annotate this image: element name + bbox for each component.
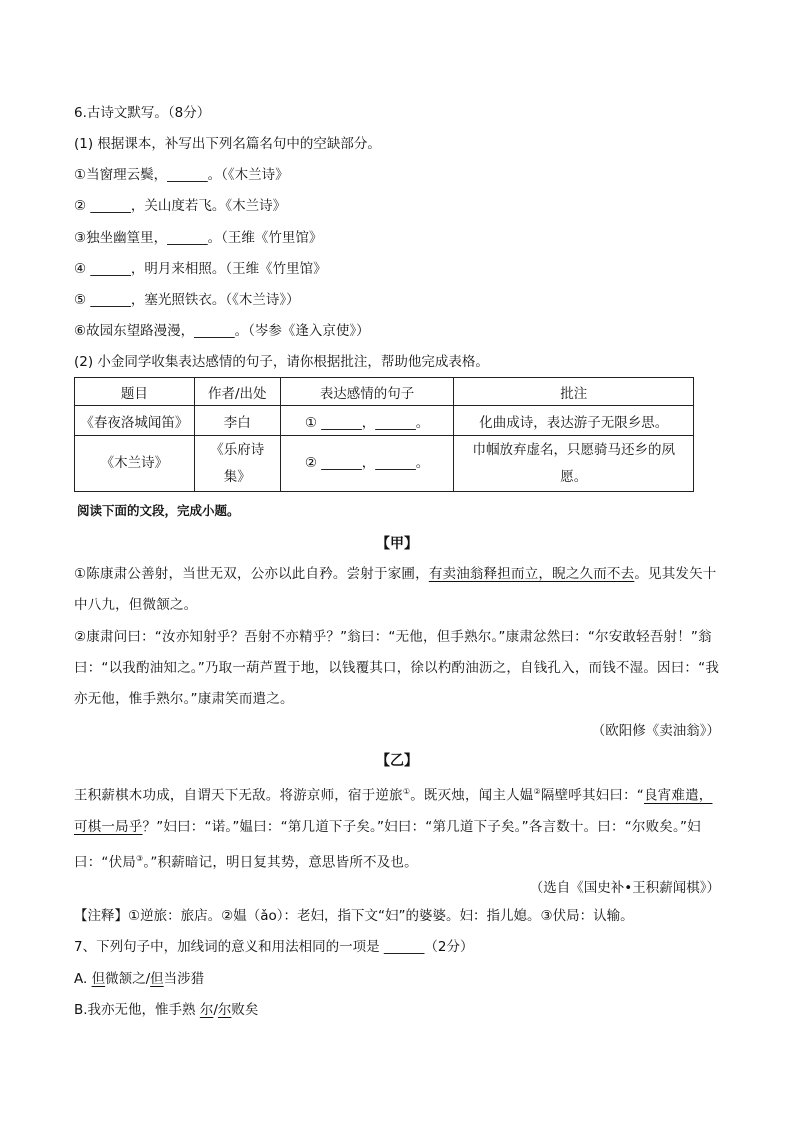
part2-intro: (2) 小金同学收集表达感情的句子，请你根据批注，帮助他完成表格。 — [74, 354, 489, 370]
passage-yi-text — [74, 776, 720, 878]
fill-item: ⑤ ______，塞光照铁衣。（《木兰诗》） — [74, 292, 300, 308]
reading-instruction: 阅读下面的文段，完成小题。 — [77, 503, 240, 518]
option-text: 微颔之/ — [105, 971, 151, 987]
table-header: 题目 — [75, 378, 195, 406]
option-a — [74, 970, 204, 988]
underlined-word: 尔 — [199, 1002, 214, 1018]
table-cell: 《木兰诗》 — [75, 436, 195, 492]
table-header-row — [75, 378, 694, 406]
fill-item: ①当窗理云鬓，______。（《木兰诗》 — [74, 167, 289, 183]
fill-item: ② ______，关山度若飞。《木兰诗》 — [74, 198, 287, 214]
option-text: 当涉猎 — [163, 971, 205, 987]
yi-text: 王积薪棋木功成，自谓天下无敌。将游京师，宿于逆旅 — [74, 787, 403, 804]
yi-underlined-text: 良宵难遣，可棋一局乎 — [74, 787, 713, 835]
yi-text: ？”妇曰：“诺。”媪曰：“第几道下子矣。”妇曰：“第几道下子矣。”各言数十。曰：“尔败矣。”妇曰：“伏局 — [74, 818, 701, 870]
table-cell: ② ______，______。 — [280, 436, 454, 492]
emotion-table — [74, 377, 694, 492]
question-7-stem: 7、下列句子中，加线词的意义和用法相同的一项是 ______（2分） — [74, 939, 474, 955]
underlined-word: 但 — [91, 971, 106, 987]
table-header: 表达感情的句子 — [280, 378, 454, 406]
note-marker: ② — [533, 787, 541, 796]
passage-jia-para1 — [74, 559, 720, 621]
table-row — [75, 436, 694, 492]
underlined-word: 但 — [150, 971, 164, 987]
passage-jia-para2: ②康肃问曰：“汝亦知射乎？吾射不亦精乎？”翁曰：“无他，但手熟尔。”康肃忿然曰：“尔安敢轻吾射！”翁曰：“以我酌油知之。”乃取一葫芦置于地，以钱覆其口，徐以杓酌油沥之，自钱孔入，而钱不湿。因曰：“我亦无他，惟手熟尔。”康肃笑而遣之。 — [74, 629, 720, 707]
option-text: B.我亦无他，惟手熟 — [74, 1002, 200, 1018]
note-marker: ① — [402, 787, 411, 796]
passage-yi-source: （选自《国史补•王积薪闻棋》） — [529, 880, 720, 896]
option-text: 败矣 — [231, 1002, 259, 1018]
passage-yi-label: 【乙】 — [376, 753, 418, 769]
table-cell: 巾帼放弃虚名，只愿骑马还乡的夙愿。 — [454, 436, 694, 492]
yi-text: 隔壁呼其妇曰：“ — [540, 787, 644, 804]
passage-jia-label: 【甲】 — [376, 536, 418, 552]
table-header: 批注 — [454, 378, 694, 406]
part1-intro: (1) 根据课本，补写出下列名篇名句中的空缺部分。 — [74, 136, 381, 152]
table-cell: 《乐府诗集》 — [194, 436, 280, 492]
annotation-notes: 【注释】①逆旅：旅店。②媪（ǎo）：老妇，指下文“妇”的婆婆。妇：指儿媳。③伏局：认输。 — [74, 908, 634, 924]
question-6-title: 6.古诗文默写。（8分） — [74, 105, 211, 121]
note-marker: ③ — [136, 853, 144, 863]
fill-item: ⑥故园东望路漫漫，______。（岑参《逢入京使》） — [74, 323, 370, 339]
fill-item: ④ ______，明月来相照。（王维《竹里馆》 — [74, 261, 327, 277]
passage-jia-source: （欧阳修《卖油翁》） — [591, 723, 720, 739]
table-row — [75, 406, 694, 436]
underlined-word: 尔 — [217, 1002, 232, 1018]
fill-item: ③独坐幽篁里，______。（王维《竹里馆》 — [74, 230, 323, 246]
table-cell: 《春夜洛城闻笛》 — [75, 406, 195, 436]
table-cell: 李白 — [194, 406, 280, 436]
jia-text: 。见其发矢十中八九，但微颔之。 — [74, 566, 717, 613]
table-cell: 化曲成诗，表达游子无限乡思。 — [454, 406, 694, 436]
table-cell: ① ______，______。 — [280, 406, 454, 436]
option-b — [74, 1001, 258, 1019]
option-text: A. — [74, 971, 92, 987]
option-text: / — [213, 1002, 218, 1018]
jia-text: ①陈康肃公善射，当世无双，公亦以此自矜。尝射于家圃， — [74, 566, 429, 582]
yi-text: 。既灭烛，闻主人媪 — [410, 787, 534, 804]
yi-text: 。”积薪暗记，明日复其势，意思皆所不及也。 — [143, 854, 418, 870]
jia-underlined-text: 有卖油翁释担而立，睨之久而不去 — [428, 566, 635, 582]
table-header: 作者/出处 — [194, 378, 280, 406]
